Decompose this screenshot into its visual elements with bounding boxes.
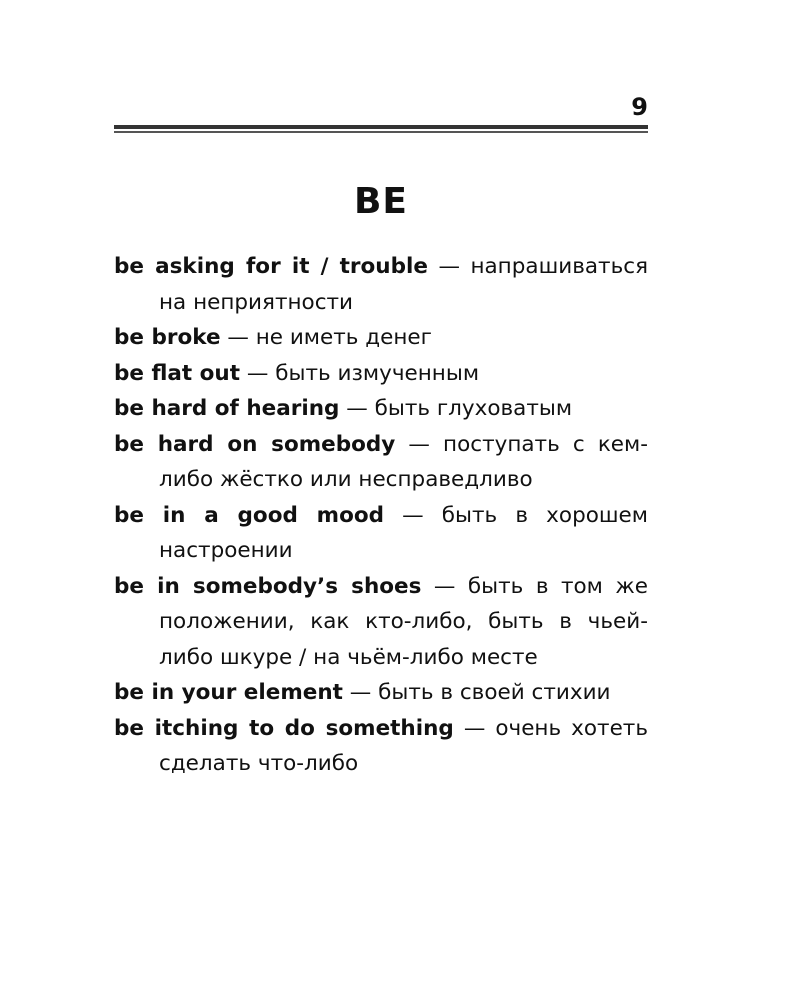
list-item: be broke — не иметь денег [114,325,432,350]
phrase-list [114,249,648,782]
entry-definition: быть глуховатым [374,396,573,421]
header-rule [114,125,648,129]
entry-definition: очень хотеть сделать что-либо [159,715,648,776]
page-number: 9 [631,93,648,121]
entry-term: be broke [114,325,221,350]
entry-definition: поступать с кем-либо жёстко или несправедливо [159,431,649,492]
entry-term: be hard of hearing [114,396,340,421]
entry-definition: быть в том же положении, как кто-либо, быть в чьей-либо шкуре / на чьём-либо месте [159,573,648,670]
section-heading: BE [353,181,409,222]
list-item: be in your element — быть в своей стихии [114,680,611,705]
entry-term: be itching to do something [114,715,454,741]
entry-definition: напрашиваться на неприятности [159,254,649,315]
entry-definition: быть измученным [275,360,480,386]
entry-term: be in your element [114,680,343,705]
list-item: be hard on somebody — поступать с кем-либо жёстко или несправедливо [114,431,649,492]
entry-term: be flat out [114,360,241,386]
list-item: be in a good mood — быть в хорошем настроении [114,502,648,563]
entry-term: be in somebody’s shoes [114,573,422,599]
entry-definition: быть в своей стихии [378,680,611,705]
list-item: be asking for it / trouble — напрашиваться на неприятности [114,254,649,315]
list-item: be itching to do something — очень хотеть сделать что-либо [114,715,648,776]
list-item: be in somebody’s shoes — быть в том же положении, как кто-либо, быть в чьей-либо шкуре / на чьём-либо месте [114,573,648,670]
entry-term: be hard on somebody [114,431,396,457]
entry-term: be in a good mood [114,502,384,528]
entry-term: be asking for it / trouble [114,254,428,279]
list-item: be flat out — быть измученным [114,360,480,386]
list-item: be hard of hearing — быть глуховатым [114,396,573,421]
entry-definition: не иметь денег [255,325,432,350]
header-rule-thin [114,131,648,133]
entry-definition: быть в хорошем настроении [159,502,648,563]
